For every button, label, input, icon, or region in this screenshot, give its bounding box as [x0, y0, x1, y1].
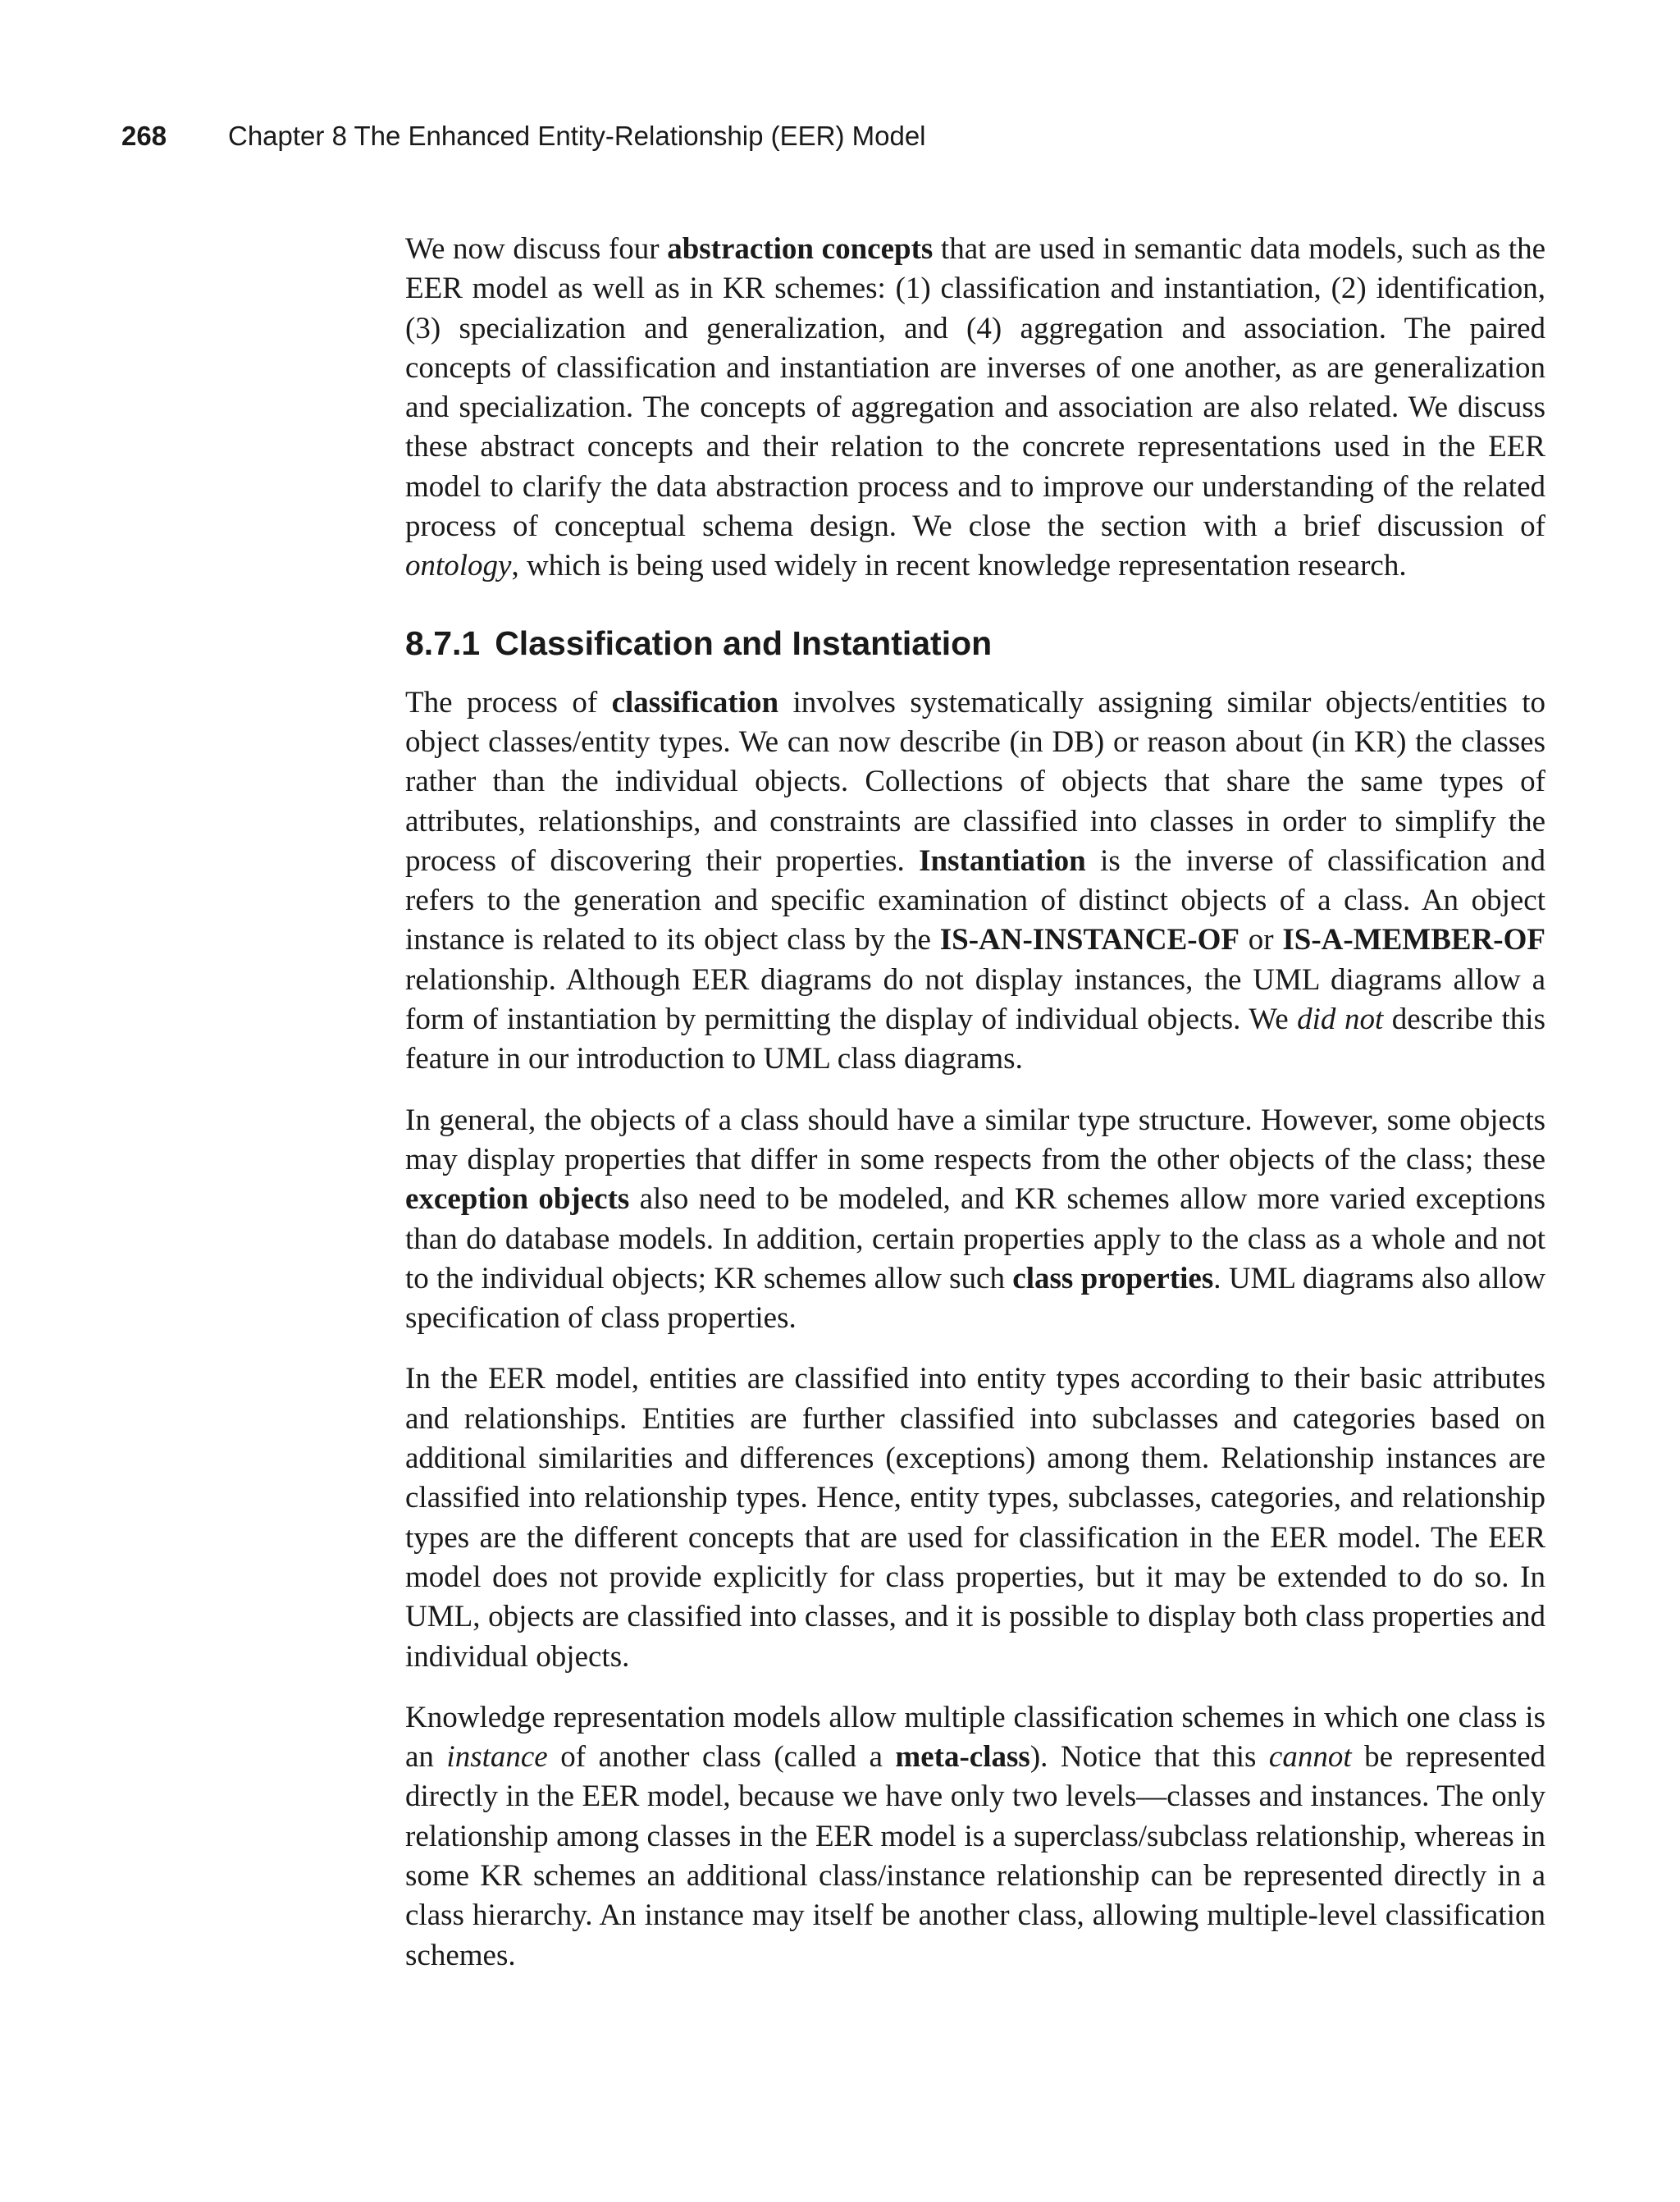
- section-title: Classification and Instantiation: [495, 624, 993, 662]
- chapter-title: Chapter 8 The Enhanced Entity-Relationship (EER) Model: [228, 121, 926, 151]
- intro-paragraph: We now discuss four abstraction concepts that are used in semantic data models, such as the EER model as well as in KR schemes: (1) classification and instantiation, (2) identification, (3) specialization and generalization, and (4) aggregation and association. The paired concepts of classification and instantiation are inverses of one another, as are generalization and specialization. The concepts of aggregation and association are also related. We discuss these abstract concepts and their relation to the concrete representations used in the EER model to clarify the data abstraction process and to improve our understanding of the related process of conceptual schema design. We close the section with a brief discussion of ontology, which is being used widely in recent knowledge representation research.: [405, 232, 1545, 583]
- paragraph-meta-class: Knowledge representation models allow multiple classification schemes in which one class is an instance of another class (called a meta-class). Notice that this cannot be represented directly in the EER model, because we have only two levels—classes and instances. The only relationship among classes in the EER model is a superclass/subclass relationship, whereas in some KR schemes an additional class/instance relationship can be represented directly in a class hierarchy. An instance may itself be another class, allowing multiple-level classification schemes.: [405, 1700, 1546, 1972]
- term-class-properties: class properties: [1012, 1261, 1214, 1295]
- term-instantiation: Instantiation: [919, 843, 1086, 878]
- paragraph-classification: The process of classification involves systematically assigning similar objects/entities to object classes/entity types. We can now describe (in DB) or reason about (in KR) the classes rather than the individual objects. Collections of objects that share the same types of attributes, relationships, and constraints are classified into classes in order to simplify the process of discovering their properties. Instantiation is the inverse of classification and refers to the generation and specific examination of distinct objects of a class. An object instance is related to its object class by the IS-AN-INSTANCE-OF or IS-A-MEMBER-OF relationship. Although EER diagrams do not display instances, the UML diagrams allow a form of instantiation by permitting the display of individual objects. We did not describe this feature in our introduction to UML class diagrams.: [405, 685, 1545, 1076]
- paragraph-exceptions: In general, the objects of a class should have a similar type structure. However, some objects may display properties that differ in some respects from the other objects of the class; these exception objects also need to be modeled, and KR schemes allow more varied exceptions than do database models. In addition, certain properties apply to the class as a whole and not to the individual objects; KR schemes allow such class properties. UML diagrams also allow specification of class properties.: [405, 1103, 1545, 1336]
- emphasis-did-not: did not: [1297, 1003, 1384, 1037]
- term-ontology: ontology: [405, 549, 512, 583]
- emphasis-cannot: cannot: [1268, 1740, 1352, 1775]
- term-meta-class: meta-class: [895, 1740, 1030, 1775]
- paragraph-eer-classification: In the EER model, entities are classified into entity types according to their basic attributes and relationships. Entities are further classified into subclasses and categories based on additional similarities and differences (exceptions) among them. Relationship instances are classified into relationship types. Hence, entity types, subclasses, categories, and relationship types are the different concepts that are used for classification in the EER model. The EER model does not provide explicitly for class properties, but it may be extended to do so. In UML, objects are classified into classes, and it is possible to display both class properties and individual objects.: [405, 1362, 1545, 1674]
- term-is-an-instance-of: IS-AN-INSTANCE-OF: [939, 923, 1239, 957]
- section-heading: [405, 623, 1545, 664]
- term-is-a-member-of: IS-A-MEMBER-OF: [1282, 923, 1545, 957]
- section-number: 8.7.1: [405, 624, 481, 662]
- emphasis-instance: instance: [446, 1740, 548, 1775]
- running-head: [121, 120, 926, 153]
- term-abstraction-concepts: abstraction concepts: [667, 232, 934, 266]
- page-number: 268: [121, 121, 167, 151]
- page-body: [405, 230, 1545, 1976]
- term-exception-objects: exception objects: [405, 1182, 630, 1217]
- term-classification: classification: [611, 685, 779, 720]
